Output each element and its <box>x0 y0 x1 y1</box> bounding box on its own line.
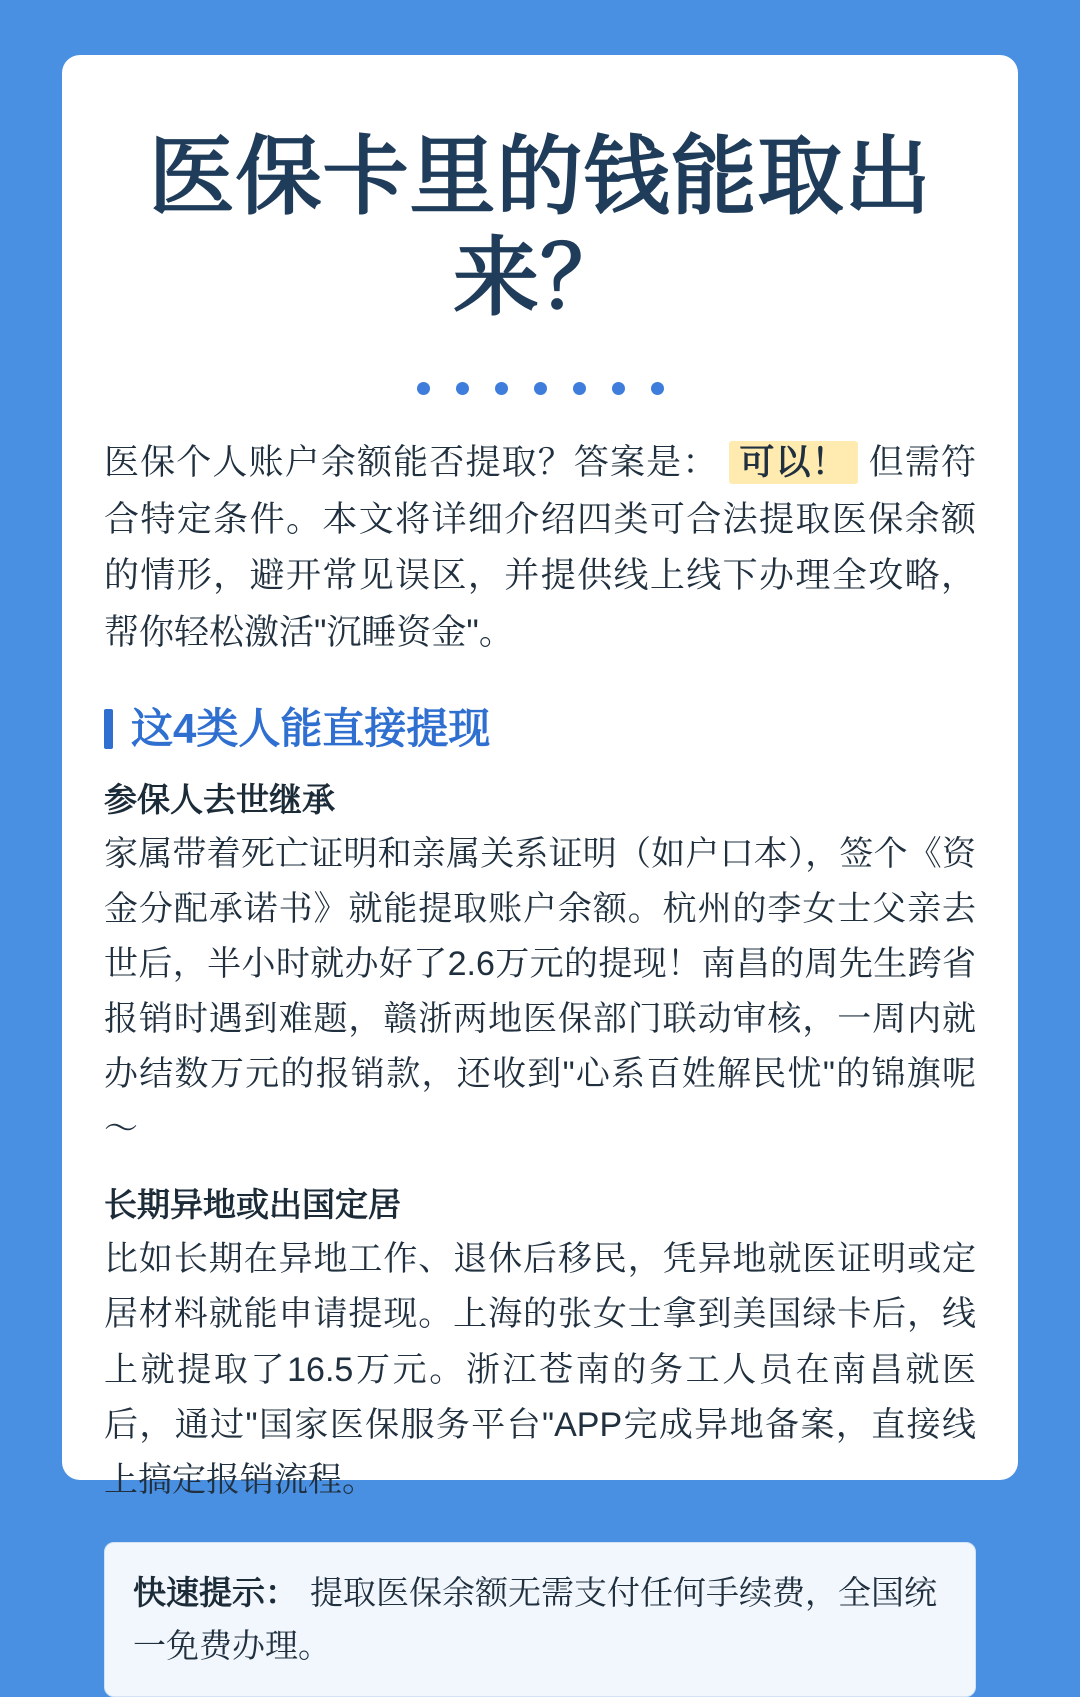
section-title: 这4类人能直接提现 <box>131 704 491 752</box>
divider-dot <box>495 382 508 395</box>
item-subtitle: 参保人去世继承 <box>104 780 335 818</box>
divider-dot <box>573 382 586 395</box>
section-header <box>104 706 976 752</box>
quick-tip-label: 快速提示： <box>133 1573 298 1611</box>
item-body: 家属带着死亡证明和亲属关系证明（如户口本），签个《资金分配承诺书》就能提取账户余额。杭州的李女士父亲去世后，半小时就办好了2.6万元的提现！南昌的周先生跨省报销时遇到难题，赣浙两地医保部门联动审核，一周内就办结数万元的报销款，还收到"心系百姓解民忧"的锦旗呢～ <box>104 834 976 1149</box>
divider-dot <box>456 382 469 395</box>
item-subtitle: 长期异地或出国定居 <box>104 1186 401 1224</box>
section-item <box>104 1179 976 1507</box>
divider-dot <box>534 382 547 395</box>
quick-tip-text: 提取医保余额无需支付任何手续费，全国统一免费办理。 <box>133 1573 937 1664</box>
item-body: 比如长期在异地工作、退休后移民，凭异地就医证明或定居材料就能申请提现。上海的张女士拿到美国绿卡后，线上就提取了16.5万元。浙江苍南的务工人员在南昌就医后，通过"国家医保服务平台"APP完成异地备案，直接线上搞定报销流程。 <box>104 1240 976 1499</box>
section-accent-bar <box>104 709 113 749</box>
divider-dot <box>612 382 625 395</box>
divider-dot <box>417 382 430 395</box>
lead-highlight: 可以！ <box>729 441 857 484</box>
poster-card <box>62 55 1018 1664</box>
section-item <box>104 774 976 1157</box>
quick-tip-box <box>104 1542 976 1697</box>
dot-divider <box>104 382 976 395</box>
divider-dot <box>651 382 664 395</box>
lead-paragraph <box>104 435 976 662</box>
lead-text-after: 但需符合特定条件。本文将详细介绍四类可合法提取医保余额的情形，避开常见误区，并提供线上线下办理全攻略，帮你轻松激活"沉睡资金"。 <box>104 442 976 652</box>
quick-tip-paragraph <box>133 1567 947 1673</box>
page-title: 医保卡里的钱能取出来？ <box>148 129 932 327</box>
lead-text-before: 医保个人账户余额能否提取？答案是： <box>104 442 719 482</box>
